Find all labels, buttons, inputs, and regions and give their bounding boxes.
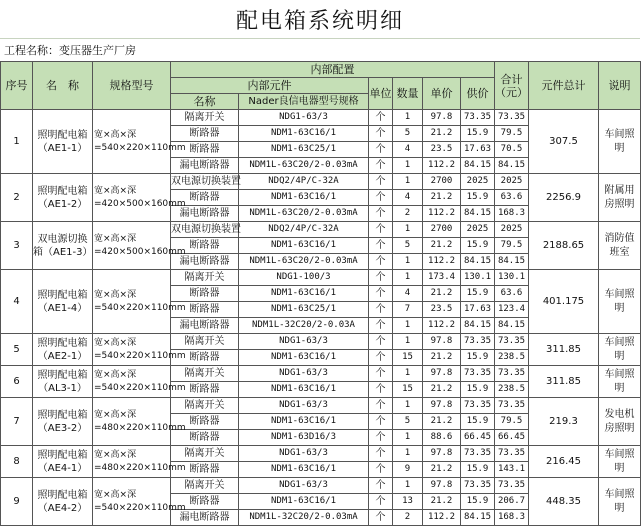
part-supply: 130.1	[461, 270, 495, 286]
part-name: 断路器	[171, 142, 239, 158]
part-qty: 4	[393, 190, 423, 206]
part-model: NDG1-63/3	[239, 366, 369, 382]
part-qty: 1	[393, 478, 423, 494]
group-box-total: 448.35	[529, 478, 599, 526]
part-unit: 个	[369, 350, 393, 366]
part-total: 73.35	[495, 478, 529, 494]
header-unit: 单位	[369, 78, 393, 110]
part-unit: 个	[369, 190, 393, 206]
part-price: 21.2	[423, 462, 461, 478]
part-total: 238.5	[495, 350, 529, 366]
part-price: 21.2	[423, 382, 461, 398]
part-supply: 15.9	[461, 494, 495, 510]
group-spec: 宽×高×深=420×500×160mm	[93, 222, 171, 270]
part-supply: 84.15	[461, 318, 495, 334]
part-supply: 15.9	[461, 462, 495, 478]
part-model: NDM1L-32C20/2-0.03mA	[239, 510, 369, 526]
table-row	[1, 222, 641, 238]
header-inner-parts: 内部元件	[171, 78, 369, 94]
header-total: 合计（元）	[495, 62, 529, 110]
part-total: 2025	[495, 222, 529, 238]
part-total: 73.35	[495, 398, 529, 414]
part-supply: 84.15	[461, 254, 495, 270]
part-supply: 15.9	[461, 190, 495, 206]
part-unit: 个	[369, 158, 393, 174]
part-qty: 5	[393, 414, 423, 430]
part-total: 73.35	[495, 366, 529, 382]
group-seq: 1	[1, 110, 33, 174]
part-total: 168.3	[495, 206, 529, 222]
table-row	[1, 270, 641, 286]
part-total: 206.7	[495, 494, 529, 510]
part-unit: 个	[369, 318, 393, 334]
part-qty: 1	[393, 270, 423, 286]
part-model: NDM1L-63C20/2-0.03mA	[239, 254, 369, 270]
part-name: 断路器	[171, 350, 239, 366]
part-supply: 73.35	[461, 446, 495, 462]
part-name: 断路器	[171, 238, 239, 254]
header-name: 名 称	[33, 62, 93, 110]
part-price: 23.5	[423, 302, 461, 318]
part-unit: 个	[369, 238, 393, 254]
table-row	[1, 110, 641, 126]
table-row	[1, 478, 641, 494]
part-supply: 73.35	[461, 398, 495, 414]
part-model: NDM1L-63C20/2-0.03mA	[239, 158, 369, 174]
part-price: 112.2	[423, 318, 461, 334]
part-price: 97.8	[423, 366, 461, 382]
part-name: 隔离开关	[171, 270, 239, 286]
part-price: 21.2	[423, 190, 461, 206]
part-qty: 1	[393, 222, 423, 238]
part-supply: 15.9	[461, 238, 495, 254]
part-unit: 个	[369, 510, 393, 526]
part-name: 双电源切换装置	[171, 174, 239, 190]
group-seq: 6	[1, 366, 33, 398]
table-body	[1, 110, 641, 526]
part-name: 断路器	[171, 382, 239, 398]
group-name: 照明配电箱（AE2-1）	[33, 334, 93, 366]
group-seq: 7	[1, 398, 33, 446]
part-name: 断路器	[171, 414, 239, 430]
part-total: 84.15	[495, 254, 529, 270]
table-row	[1, 446, 641, 462]
part-qty: 1	[393, 446, 423, 462]
part-unit: 个	[369, 286, 393, 302]
part-total: 66.45	[495, 430, 529, 446]
part-qty: 1	[393, 318, 423, 334]
part-name: 断路器	[171, 430, 239, 446]
part-name: 隔离开关	[171, 398, 239, 414]
group-note: 消防值班室	[599, 222, 641, 270]
part-price: 2700	[423, 222, 461, 238]
part-model: NDM1-63C16/1	[239, 382, 369, 398]
part-name: 隔离开关	[171, 110, 239, 126]
part-price: 21.2	[423, 494, 461, 510]
part-unit: 个	[369, 302, 393, 318]
group-name: 照明配电箱（AE1-1）	[33, 110, 93, 174]
part-price: 97.8	[423, 446, 461, 462]
group-box-total: 311.85	[529, 366, 599, 398]
group-name: 双电源切换箱（AE1-3）	[33, 222, 93, 270]
group-seq: 9	[1, 478, 33, 526]
part-model: NDG1-100/3	[239, 270, 369, 286]
part-total: 63.6	[495, 286, 529, 302]
header-part-model: Nader良信电器型号规格	[239, 94, 369, 110]
part-price: 112.2	[423, 206, 461, 222]
part-qty: 1	[393, 334, 423, 350]
header-qty: 数量	[393, 78, 423, 110]
part-model: NDM1-63C16/1	[239, 494, 369, 510]
title-row	[0, 0, 640, 39]
part-qty: 4	[393, 286, 423, 302]
part-model: NDM1-63C25/1	[239, 302, 369, 318]
part-name: 双电源切换装置	[171, 222, 239, 238]
group-name: 照明配电箱（AL3-1）	[33, 366, 93, 398]
part-unit: 个	[369, 110, 393, 126]
group-seq: 3	[1, 222, 33, 270]
part-total: 79.5	[495, 126, 529, 142]
part-qty: 1	[393, 254, 423, 270]
group-box-total: 401.175	[529, 270, 599, 334]
part-price: 21.2	[423, 286, 461, 302]
part-supply: 73.35	[461, 478, 495, 494]
part-price: 97.8	[423, 478, 461, 494]
part-supply: 15.9	[461, 350, 495, 366]
part-name: 漏电断路器	[171, 206, 239, 222]
part-unit: 个	[369, 270, 393, 286]
group-name: 照明配电箱（AE3-2）	[33, 398, 93, 446]
part-unit: 个	[369, 142, 393, 158]
part-unit: 个	[369, 206, 393, 222]
group-spec: 宽×高×深=420×500×160mm	[93, 174, 171, 222]
part-model: NDM1-63D16/3	[239, 430, 369, 446]
group-note: 车间照明	[599, 478, 641, 526]
part-qty: 1	[393, 174, 423, 190]
group-name: 照明配电箱（AE4-2）	[33, 478, 93, 526]
part-total: 79.5	[495, 414, 529, 430]
part-unit: 个	[369, 174, 393, 190]
part-name: 隔离开关	[171, 334, 239, 350]
part-supply: 17.63	[461, 142, 495, 158]
part-total: 79.5	[495, 238, 529, 254]
part-supply: 84.15	[461, 158, 495, 174]
group-box-total: 219.3	[529, 398, 599, 446]
header-supply: 供价	[461, 78, 495, 110]
project-name: 工程名称：变压器生产厂房	[4, 44, 136, 57]
part-total: 73.35	[495, 110, 529, 126]
part-unit: 个	[369, 446, 393, 462]
part-supply: 73.35	[461, 110, 495, 126]
part-supply: 2025	[461, 222, 495, 238]
part-qty: 5	[393, 238, 423, 254]
group-seq: 8	[1, 446, 33, 478]
part-supply: 73.35	[461, 334, 495, 350]
table-row	[1, 334, 641, 350]
part-name: 隔离开关	[171, 446, 239, 462]
header-note: 说明	[599, 62, 641, 110]
part-total: 84.15	[495, 318, 529, 334]
part-supply: 66.45	[461, 430, 495, 446]
part-model: NDM1-63C16/1	[239, 462, 369, 478]
part-name: 漏电断路器	[171, 318, 239, 334]
part-qty: 1	[393, 110, 423, 126]
part-unit: 个	[369, 462, 393, 478]
part-name: 断路器	[171, 462, 239, 478]
part-qty: 15	[393, 350, 423, 366]
part-qty: 1	[393, 398, 423, 414]
part-total: 63.6	[495, 190, 529, 206]
part-price: 112.2	[423, 158, 461, 174]
part-total: 168.3	[495, 510, 529, 526]
part-qty: 2	[393, 206, 423, 222]
group-name: 照明配电箱（AE1-2）	[33, 174, 93, 222]
part-model: NDM1-63C16/1	[239, 414, 369, 430]
part-price: 21.2	[423, 414, 461, 430]
part-unit: 个	[369, 494, 393, 510]
group-spec: 宽×高×深=480×220×110mm	[93, 398, 171, 446]
part-name: 断路器	[171, 190, 239, 206]
part-name: 断路器	[171, 302, 239, 318]
part-name: 漏电断路器	[171, 510, 239, 526]
part-supply: 15.9	[461, 414, 495, 430]
group-box-total: 216.45	[529, 446, 599, 478]
part-model: NDM1-63C16/1	[239, 126, 369, 142]
part-price: 23.5	[423, 142, 461, 158]
group-name: 照明配电箱（AE1-4）	[33, 270, 93, 334]
part-qty: 2	[393, 510, 423, 526]
distribution-box-table	[0, 61, 641, 526]
group-spec: 宽×高×深=540×220×110mm	[93, 270, 171, 334]
header-box-total: 元件总计	[529, 62, 599, 110]
part-model: NDQ2/4P/C-32A	[239, 174, 369, 190]
part-supply: 84.15	[461, 206, 495, 222]
part-model: NDG1-63/3	[239, 398, 369, 414]
part-unit: 个	[369, 222, 393, 238]
table-row	[1, 174, 641, 190]
part-total: 238.5	[495, 382, 529, 398]
part-model: NDM1-63C16/1	[239, 286, 369, 302]
part-model: NDG1-63/3	[239, 334, 369, 350]
part-supply: 17.63	[461, 302, 495, 318]
part-price: 112.2	[423, 254, 461, 270]
part-name: 断路器	[171, 286, 239, 302]
part-supply: 2025	[461, 174, 495, 190]
part-unit: 个	[369, 382, 393, 398]
part-price: 173.4	[423, 270, 461, 286]
part-price: 97.8	[423, 334, 461, 350]
part-model: NDG1-63/3	[239, 478, 369, 494]
part-total: 123.4	[495, 302, 529, 318]
group-box-total: 311.85	[529, 334, 599, 366]
group-spec: 宽×高×深=540×220×110mm	[93, 478, 171, 526]
group-seq: 2	[1, 174, 33, 222]
group-note: 车间照明	[599, 110, 641, 174]
part-model: NDM1-63C16/1	[239, 238, 369, 254]
part-unit: 个	[369, 126, 393, 142]
group-box-total: 2188.65	[529, 222, 599, 270]
part-unit: 个	[369, 414, 393, 430]
group-spec: 宽×高×深=540×220×110mm	[93, 334, 171, 366]
part-name: 隔离开关	[171, 478, 239, 494]
part-unit: 个	[369, 478, 393, 494]
part-price: 21.2	[423, 126, 461, 142]
part-qty: 4	[393, 142, 423, 158]
part-total: 84.15	[495, 158, 529, 174]
part-name: 漏电断路器	[171, 158, 239, 174]
part-qty: 15	[393, 382, 423, 398]
group-spec: 宽×高×深=540×220×110mm	[93, 366, 171, 398]
part-qty: 5	[393, 126, 423, 142]
header-part-name: 名称	[171, 94, 239, 110]
part-supply: 15.9	[461, 286, 495, 302]
part-price: 21.2	[423, 350, 461, 366]
table-row	[1, 398, 641, 414]
page-title: 配电箱系统明细	[235, 8, 404, 34]
part-unit: 个	[369, 398, 393, 414]
group-spec: 宽×高×深=540×220×110mm	[93, 110, 171, 174]
part-supply: 73.35	[461, 366, 495, 382]
part-price: 112.2	[423, 510, 461, 526]
part-price: 97.8	[423, 398, 461, 414]
table-row	[1, 366, 641, 382]
part-total: 143.1	[495, 462, 529, 478]
part-price: 97.8	[423, 110, 461, 126]
group-note: 车间照明	[599, 446, 641, 478]
part-price: 2700	[423, 174, 461, 190]
group-note: 车间照明	[599, 366, 641, 398]
part-total: 2025	[495, 174, 529, 190]
part-unit: 个	[369, 334, 393, 350]
group-note: 发电机房照明	[599, 398, 641, 446]
group-seq: 4	[1, 270, 33, 334]
part-model: NDM1-63C16/1	[239, 190, 369, 206]
group-box-total: 2256.9	[529, 174, 599, 222]
part-supply: 15.9	[461, 126, 495, 142]
part-name: 漏电断路器	[171, 254, 239, 270]
part-unit: 个	[369, 430, 393, 446]
part-model: NDQ2/4P/C-32A	[239, 222, 369, 238]
part-supply: 15.9	[461, 382, 495, 398]
part-model: NDM1L-32C20/2-0.03A	[239, 318, 369, 334]
group-spec: 宽×高×深=480×220×110mm	[93, 446, 171, 478]
project-row	[0, 39, 640, 61]
part-model: NDG1-63/3	[239, 110, 369, 126]
part-total: 73.35	[495, 334, 529, 350]
part-name: 断路器	[171, 494, 239, 510]
group-note: 车间照明	[599, 270, 641, 334]
part-model: NDM1L-63C20/2-0.03mA	[239, 206, 369, 222]
group-seq: 5	[1, 334, 33, 366]
part-unit: 个	[369, 366, 393, 382]
part-name: 隔离开关	[171, 366, 239, 382]
part-price: 21.2	[423, 238, 461, 254]
part-model: NDG1-63/3	[239, 446, 369, 462]
part-name: 断路器	[171, 126, 239, 142]
part-price: 88.6	[423, 430, 461, 446]
part-total: 70.5	[495, 142, 529, 158]
part-supply: 84.15	[461, 510, 495, 526]
group-box-total: 307.5	[529, 110, 599, 174]
group-note: 车间照明	[599, 334, 641, 366]
part-qty: 1	[393, 366, 423, 382]
part-model: NDM1-63C25/1	[239, 142, 369, 158]
header-price: 单价	[423, 78, 461, 110]
part-total: 130.1	[495, 270, 529, 286]
part-qty: 1	[393, 158, 423, 174]
header-seq: 序号	[1, 62, 33, 110]
header-inner-config: 内部配置	[171, 62, 495, 78]
part-model: NDM1-63C16/1	[239, 350, 369, 366]
part-qty: 1	[393, 430, 423, 446]
part-qty: 7	[393, 302, 423, 318]
part-unit: 个	[369, 254, 393, 270]
part-qty: 9	[393, 462, 423, 478]
group-note: 附属用房照明	[599, 174, 641, 222]
group-name: 照明配电箱（AE4-1）	[33, 446, 93, 478]
header-spec: 规格型号	[93, 62, 171, 110]
part-total: 73.35	[495, 446, 529, 462]
part-qty: 13	[393, 494, 423, 510]
